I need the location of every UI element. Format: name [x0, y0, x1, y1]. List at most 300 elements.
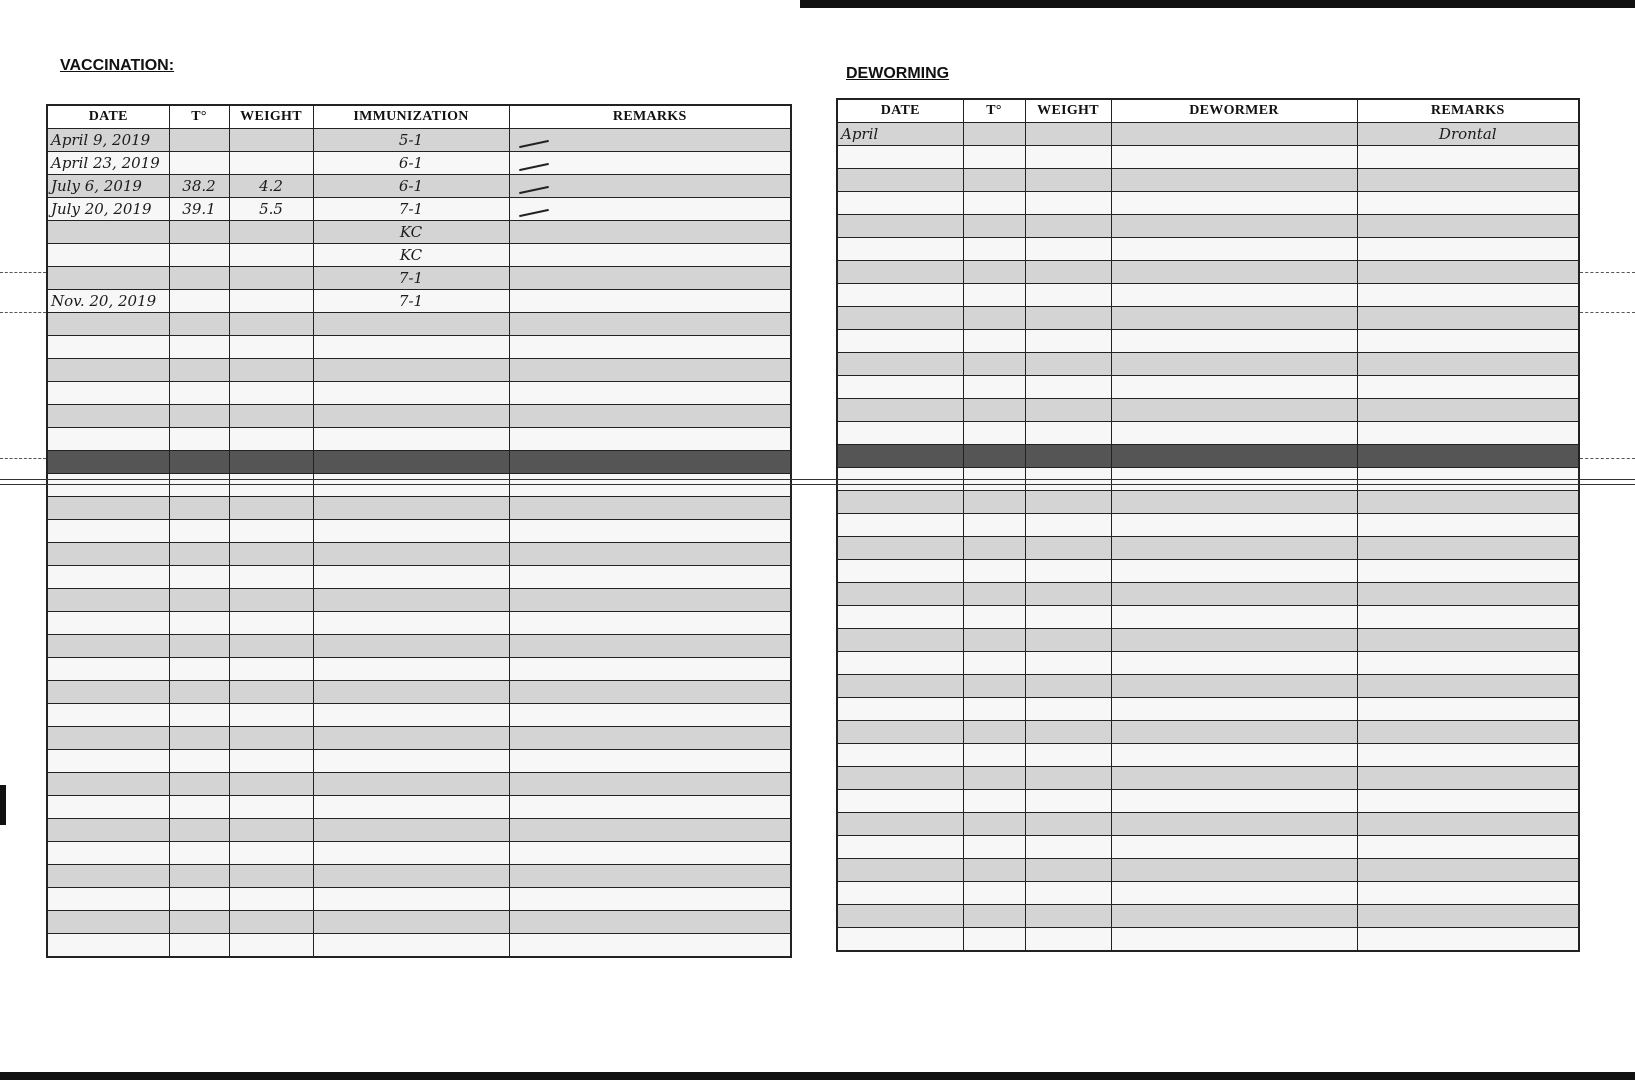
vaccination-weight-cell: [229, 681, 313, 704]
deworming-temp-cell: [963, 376, 1025, 399]
table-row: [837, 836, 1579, 859]
vaccination-immunization-cell: 5-1: [313, 129, 509, 152]
table-row: [47, 267, 791, 290]
vaccination-remarks-cell: [509, 198, 791, 221]
vaccination-immunization-cell: KC: [313, 244, 509, 267]
vaccination-weight-cell: [229, 474, 313, 497]
vaccination-immunization-cell: 6-1: [313, 152, 509, 175]
deworming-col-temp: T°: [963, 99, 1025, 123]
table-row: [837, 123, 1579, 146]
deworming-dewormer-cell: [1111, 905, 1357, 928]
deworming-weight-cell: [1025, 491, 1111, 514]
vaccination-remarks-cell: [509, 681, 791, 704]
deworming-date-cell: [837, 169, 963, 192]
table-row: [837, 353, 1579, 376]
vaccination-weight-cell: [229, 911, 313, 934]
vaccination-temp-cell: [169, 543, 229, 566]
table-row: [47, 888, 791, 911]
table-row: [47, 428, 791, 451]
vaccination-date-cell: [47, 520, 169, 543]
table-row: [837, 859, 1579, 882]
table-row: [837, 721, 1579, 744]
check-mark-icon: [519, 140, 549, 148]
deworming-remarks-cell: [1357, 790, 1579, 813]
deworming-remarks-cell: [1357, 606, 1579, 629]
deworming-date-cell: [837, 192, 963, 215]
scan-top-edge: [800, 0, 1635, 8]
deworming-weight-cell: [1025, 560, 1111, 583]
table-row: [837, 675, 1579, 698]
deworming-dewormer-cell: [1111, 767, 1357, 790]
deworming-weight-cell: [1025, 330, 1111, 353]
deworming-temp-cell: [963, 928, 1025, 952]
deworming-temp-cell: [963, 192, 1025, 215]
deworming-weight-cell: [1025, 583, 1111, 606]
deworming-remarks-cell: [1357, 238, 1579, 261]
vaccination-weight-cell: [229, 244, 313, 267]
vaccination-date-cell: [47, 221, 169, 244]
vaccination-temp-cell: [169, 382, 229, 405]
vaccination-temp-cell: [169, 520, 229, 543]
deworming-weight-cell: [1025, 284, 1111, 307]
deworming-remarks-cell: [1357, 215, 1579, 238]
vaccination-remarks-cell: [509, 543, 791, 566]
vaccination-temp-cell: [169, 267, 229, 290]
deworming-temp-cell: [963, 422, 1025, 445]
vaccination-date-cell: [47, 451, 169, 474]
vaccination-weight-cell: [229, 865, 313, 888]
deworming-temp-cell: [963, 629, 1025, 652]
vaccination-date-cell: [47, 566, 169, 589]
vaccination-weight-cell: [229, 428, 313, 451]
deworming-weight-cell: [1025, 146, 1111, 169]
table-row: [47, 773, 791, 796]
deworming-remarks-cell: [1357, 629, 1579, 652]
table-row: [837, 560, 1579, 583]
vaccination-col-weight: WEIGHT: [229, 105, 313, 129]
deworming-weight-cell: [1025, 813, 1111, 836]
vaccination-immunization-cell: 7-1: [313, 267, 509, 290]
vaccination-date-cell: [47, 819, 169, 842]
vaccination-col-temp: T°: [169, 105, 229, 129]
deworming-date-cell: [837, 376, 963, 399]
vaccination-weight-cell: [229, 635, 313, 658]
deworming-weight-cell: [1025, 169, 1111, 192]
deworming-remarks-cell: [1357, 836, 1579, 859]
scan-artifact-line: [0, 479, 1635, 480]
deworming-remarks-cell: [1357, 169, 1579, 192]
vaccination-immunization-cell: [313, 773, 509, 796]
table-row: [47, 382, 791, 405]
vaccination-weight-cell: [229, 221, 313, 244]
deworming-remarks-cell: [1357, 192, 1579, 215]
vaccination-date-cell: July 6, 2019: [47, 175, 169, 198]
vaccination-immunization-cell: KC: [313, 221, 509, 244]
vaccination-temp-cell: [169, 428, 229, 451]
vaccination-weight-cell: 4.2: [229, 175, 313, 198]
vaccination-weight-cell: [229, 566, 313, 589]
vaccination-weight-cell: [229, 658, 313, 681]
deworming-dewormer-cell: [1111, 813, 1357, 836]
table-row: [47, 244, 791, 267]
deworming-temp-cell: [963, 491, 1025, 514]
deworming-remarks-cell: [1357, 767, 1579, 790]
table-row: [837, 238, 1579, 261]
vaccination-weight-cell: [229, 497, 313, 520]
deworming-dewormer-cell: [1111, 606, 1357, 629]
vaccination-remarks-cell: [509, 704, 791, 727]
vaccination-immunization-cell: [313, 405, 509, 428]
vaccination-weight-cell: [229, 842, 313, 865]
vaccination-weight-cell: [229, 405, 313, 428]
deworming-col-remarks: REMARKS: [1357, 99, 1579, 123]
table-row: [47, 819, 791, 842]
vaccination-remarks-cell: [509, 267, 791, 290]
deworming-date-cell: [837, 675, 963, 698]
deworming-date-cell: [837, 721, 963, 744]
deworming-temp-cell: [963, 721, 1025, 744]
deworming-date-cell: [837, 583, 963, 606]
vaccination-remarks-cell: [509, 566, 791, 589]
deworming-weight-cell: [1025, 445, 1111, 468]
vaccination-remarks-cell: [509, 336, 791, 359]
vaccination-immunization-cell: [313, 313, 509, 336]
deworming-date-cell: [837, 813, 963, 836]
deworming-remarks-cell: [1357, 445, 1579, 468]
deworming-temp-cell: [963, 399, 1025, 422]
deworming-remarks-cell: [1357, 376, 1579, 399]
deworming-temp-cell: [963, 146, 1025, 169]
table-row: [837, 422, 1579, 445]
vaccination-weight-cell: [229, 704, 313, 727]
vaccination-remarks-cell: [509, 658, 791, 681]
deworming-remarks-cell: [1357, 399, 1579, 422]
vaccination-remarks-cell: [509, 382, 791, 405]
deworming-date-cell: [837, 514, 963, 537]
deworming-remarks-cell: [1357, 537, 1579, 560]
deworming-dewormer-cell: [1111, 652, 1357, 675]
table-row: [47, 474, 791, 497]
vaccination-remarks-cell: [509, 451, 791, 474]
deworming-dewormer-cell: [1111, 790, 1357, 813]
vaccination-weight-cell: [229, 543, 313, 566]
deworming-remarks-cell: [1357, 698, 1579, 721]
deworming-weight-cell: [1025, 698, 1111, 721]
deworming-date-cell: [837, 790, 963, 813]
scan-artifact-line: [0, 484, 1635, 485]
table-row: [47, 911, 791, 934]
table-row: [837, 928, 1579, 952]
deworming-dewormer-cell: [1111, 123, 1357, 146]
vaccination-weight-cell: [229, 520, 313, 543]
deworming-dewormer-cell: [1111, 744, 1357, 767]
scan-artifact-dash: [1580, 312, 1635, 314]
table-row: [47, 175, 791, 198]
vaccination-date-cell: [47, 842, 169, 865]
deworming-dewormer-cell: [1111, 514, 1357, 537]
vaccination-immunization-cell: [313, 474, 509, 497]
deworming-remarks-cell: [1357, 146, 1579, 169]
vaccination-temp-cell: [169, 773, 229, 796]
table-row: [837, 790, 1579, 813]
vaccination-remarks-cell: [509, 727, 791, 750]
deworming-dewormer-cell: [1111, 836, 1357, 859]
vaccination-temp-cell: [169, 405, 229, 428]
vaccination-immunization-cell: [313, 428, 509, 451]
deworming-date-cell: [837, 767, 963, 790]
vaccination-date-cell: [47, 474, 169, 497]
table-row: [47, 635, 791, 658]
vaccination-weight-cell: [229, 796, 313, 819]
vaccination-immunization-cell: 7-1: [313, 290, 509, 313]
deworming-date-cell: [837, 284, 963, 307]
table-row: [837, 514, 1579, 537]
vaccination-temp-cell: [169, 865, 229, 888]
vaccination-temp-cell: [169, 681, 229, 704]
vaccination-date-cell: [47, 911, 169, 934]
table-row: [837, 215, 1579, 238]
deworming-weight-cell: [1025, 537, 1111, 560]
vaccination-col-immunization: IMMUNIZATION: [313, 105, 509, 129]
vaccination-remarks-cell: [509, 911, 791, 934]
deworming-weight-cell: [1025, 675, 1111, 698]
deworming-date-cell: [837, 698, 963, 721]
deworming-weight-cell: [1025, 399, 1111, 422]
vaccination-temp-cell: [169, 727, 229, 750]
deworming-date-cell: [837, 238, 963, 261]
deworming-remarks-cell: [1357, 491, 1579, 514]
scan-artifact-dash: [1580, 272, 1635, 274]
deworming-weight-cell: [1025, 790, 1111, 813]
table-row: [837, 376, 1579, 399]
vaccination-temp-cell: [169, 336, 229, 359]
deworming-temp-cell: [963, 261, 1025, 284]
deworming-temp-cell: [963, 583, 1025, 606]
table-row: [47, 198, 791, 221]
vaccination-header-row: [47, 105, 791, 129]
vaccination-weight-cell: [229, 934, 313, 958]
deworming-temp-cell: [963, 606, 1025, 629]
table-row: [47, 336, 791, 359]
deworming-date-cell: [837, 744, 963, 767]
deworming-weight-cell: [1025, 261, 1111, 284]
vaccination-col-remarks: REMARKS: [509, 105, 791, 129]
table-row: [837, 445, 1579, 468]
vaccination-temp-cell: [169, 244, 229, 267]
deworming-weight-cell: [1025, 238, 1111, 261]
deworming-weight-cell: [1025, 422, 1111, 445]
vaccination-immunization-cell: [313, 497, 509, 520]
deworming-remarks-cell: [1357, 583, 1579, 606]
table-row: [837, 813, 1579, 836]
deworming-temp-cell: [963, 698, 1025, 721]
deworming-dewormer-cell: [1111, 376, 1357, 399]
deworming-date-cell: [837, 560, 963, 583]
deworming-temp-cell: [963, 215, 1025, 238]
deworming-header-row: [837, 99, 1579, 123]
vaccination-immunization-cell: [313, 796, 509, 819]
deworming-date-cell: [837, 215, 963, 238]
deworming-date-cell: [837, 353, 963, 376]
vaccination-date-cell: July 20, 2019: [47, 198, 169, 221]
deworming-weight-cell: [1025, 514, 1111, 537]
table-row: [837, 284, 1579, 307]
vaccination-remarks-cell: [509, 129, 791, 152]
deworming-remarks-cell: [1357, 514, 1579, 537]
vaccination-date-cell: [47, 681, 169, 704]
deworming-weight-cell: [1025, 629, 1111, 652]
deworming-weight-cell: [1025, 652, 1111, 675]
vaccination-immunization-cell: [313, 336, 509, 359]
vaccination-date-cell: [47, 865, 169, 888]
table-row: [47, 497, 791, 520]
deworming-table: [836, 98, 1580, 952]
vaccination-remarks-cell: [509, 313, 791, 336]
vaccination-date-cell: [47, 635, 169, 658]
vaccination-immunization-cell: [313, 865, 509, 888]
scan-left-mark: [0, 785, 6, 825]
vaccination-remarks-cell: [509, 589, 791, 612]
deworming-temp-cell: [963, 905, 1025, 928]
table-row: [47, 152, 791, 175]
vaccination-temp-cell: [169, 451, 229, 474]
table-row: [837, 652, 1579, 675]
check-mark-icon: [519, 209, 549, 217]
vaccination-weight-cell: [229, 152, 313, 175]
vaccination-date-cell: [47, 382, 169, 405]
vaccination-date-cell: [47, 497, 169, 520]
table-row: [837, 606, 1579, 629]
vaccination-remarks-cell: [509, 497, 791, 520]
vaccination-date-cell: April 23, 2019: [47, 152, 169, 175]
vaccination-date-cell: April 9, 2019: [47, 129, 169, 152]
table-row: [837, 169, 1579, 192]
deworming-weight-cell: [1025, 882, 1111, 905]
deworming-temp-cell: [963, 790, 1025, 813]
deworming-dewormer-cell: [1111, 583, 1357, 606]
deworming-dewormer-cell: [1111, 698, 1357, 721]
vaccination-remarks-cell: [509, 359, 791, 382]
vaccination-remarks-cell: [509, 428, 791, 451]
vaccination-immunization-cell: [313, 382, 509, 405]
deworming-temp-cell: [963, 238, 1025, 261]
vaccination-date-cell: [47, 773, 169, 796]
vaccination-remarks-cell: [509, 612, 791, 635]
vaccination-remarks-cell: [509, 152, 791, 175]
vaccination-date-cell: [47, 727, 169, 750]
deworming-weight-cell: [1025, 721, 1111, 744]
deworming-dewormer-cell: [1111, 859, 1357, 882]
vaccination-immunization-cell: [313, 566, 509, 589]
deworming-dewormer-cell: [1111, 445, 1357, 468]
deworming-date-cell: [837, 928, 963, 952]
scan-bottom-edge: [0, 1072, 1635, 1080]
deworming-date-cell: [837, 261, 963, 284]
vaccination-temp-cell: 39.1: [169, 198, 229, 221]
deworming-col-dewormer: DEWORMER: [1111, 99, 1357, 123]
table-row: [47, 796, 791, 819]
vaccination-temp-cell: [169, 474, 229, 497]
table-row: [47, 221, 791, 244]
vaccination-remarks-cell: [509, 175, 791, 198]
deworming-dewormer-cell: [1111, 629, 1357, 652]
vaccination-weight-cell: [229, 773, 313, 796]
vaccination-date-cell: [47, 589, 169, 612]
deworming-remarks-cell: [1357, 882, 1579, 905]
deworming-temp-cell: [963, 284, 1025, 307]
deworming-remarks-cell: [1357, 560, 1579, 583]
table-row: [837, 491, 1579, 514]
deworming-remarks-cell: [1357, 330, 1579, 353]
vaccination-date-cell: [47, 405, 169, 428]
vaccination-remarks-cell: [509, 474, 791, 497]
table-row: [837, 744, 1579, 767]
table-row: [837, 537, 1579, 560]
table-row: [47, 612, 791, 635]
table-row: [837, 767, 1579, 790]
vaccination-immunization-cell: [313, 911, 509, 934]
deworming-dewormer-cell: [1111, 399, 1357, 422]
deworming-date-cell: [837, 537, 963, 560]
vaccination-weight-cell: [229, 313, 313, 336]
vaccination-temp-cell: [169, 589, 229, 612]
vaccination-temp-cell: [169, 290, 229, 313]
vaccination-col-date: DATE: [47, 105, 169, 129]
vaccination-temp-cell: [169, 635, 229, 658]
deworming-temp-cell: [963, 560, 1025, 583]
table-row: [47, 290, 791, 313]
table-row: [837, 629, 1579, 652]
vaccination-remarks-cell: [509, 750, 791, 773]
table-row: [47, 313, 791, 336]
vaccination-temp-cell: [169, 750, 229, 773]
deworming-date-cell: [837, 652, 963, 675]
deworming-remarks-cell: [1357, 905, 1579, 928]
vaccination-remarks-cell: [509, 865, 791, 888]
deworming-date-cell: [837, 606, 963, 629]
deworming-dewormer-cell: [1111, 721, 1357, 744]
vaccination-temp-cell: 38.2: [169, 175, 229, 198]
table-row: [47, 566, 791, 589]
table-row: [837, 698, 1579, 721]
vaccination-date-cell: [47, 267, 169, 290]
vaccination-weight-cell: [229, 589, 313, 612]
deworming-weight-cell: [1025, 215, 1111, 238]
table-row: [47, 727, 791, 750]
vaccination-immunization-cell: [313, 589, 509, 612]
deworming-remarks-cell: [1357, 307, 1579, 330]
check-mark-icon: [519, 163, 549, 171]
deworming-temp-cell: [963, 123, 1025, 146]
deworming-dewormer-cell: [1111, 882, 1357, 905]
vaccination-remarks-cell: [509, 796, 791, 819]
deworming-col-weight: WEIGHT: [1025, 99, 1111, 123]
deworming-date-cell: April: [837, 123, 963, 146]
table-row: [47, 934, 791, 958]
deworming-dewormer-cell: [1111, 215, 1357, 238]
table-row: [47, 681, 791, 704]
table-row: [47, 129, 791, 152]
vaccination-temp-cell: [169, 934, 229, 958]
vaccination-date-cell: [47, 704, 169, 727]
scan-artifact-dash: [0, 312, 46, 314]
deworming-date-cell: [837, 330, 963, 353]
vaccination-date-cell: [47, 336, 169, 359]
deworming-weight-cell: [1025, 905, 1111, 928]
vaccination-temp-cell: [169, 221, 229, 244]
vaccination-date-cell: [47, 244, 169, 267]
vaccination-immunization-cell: [313, 359, 509, 382]
